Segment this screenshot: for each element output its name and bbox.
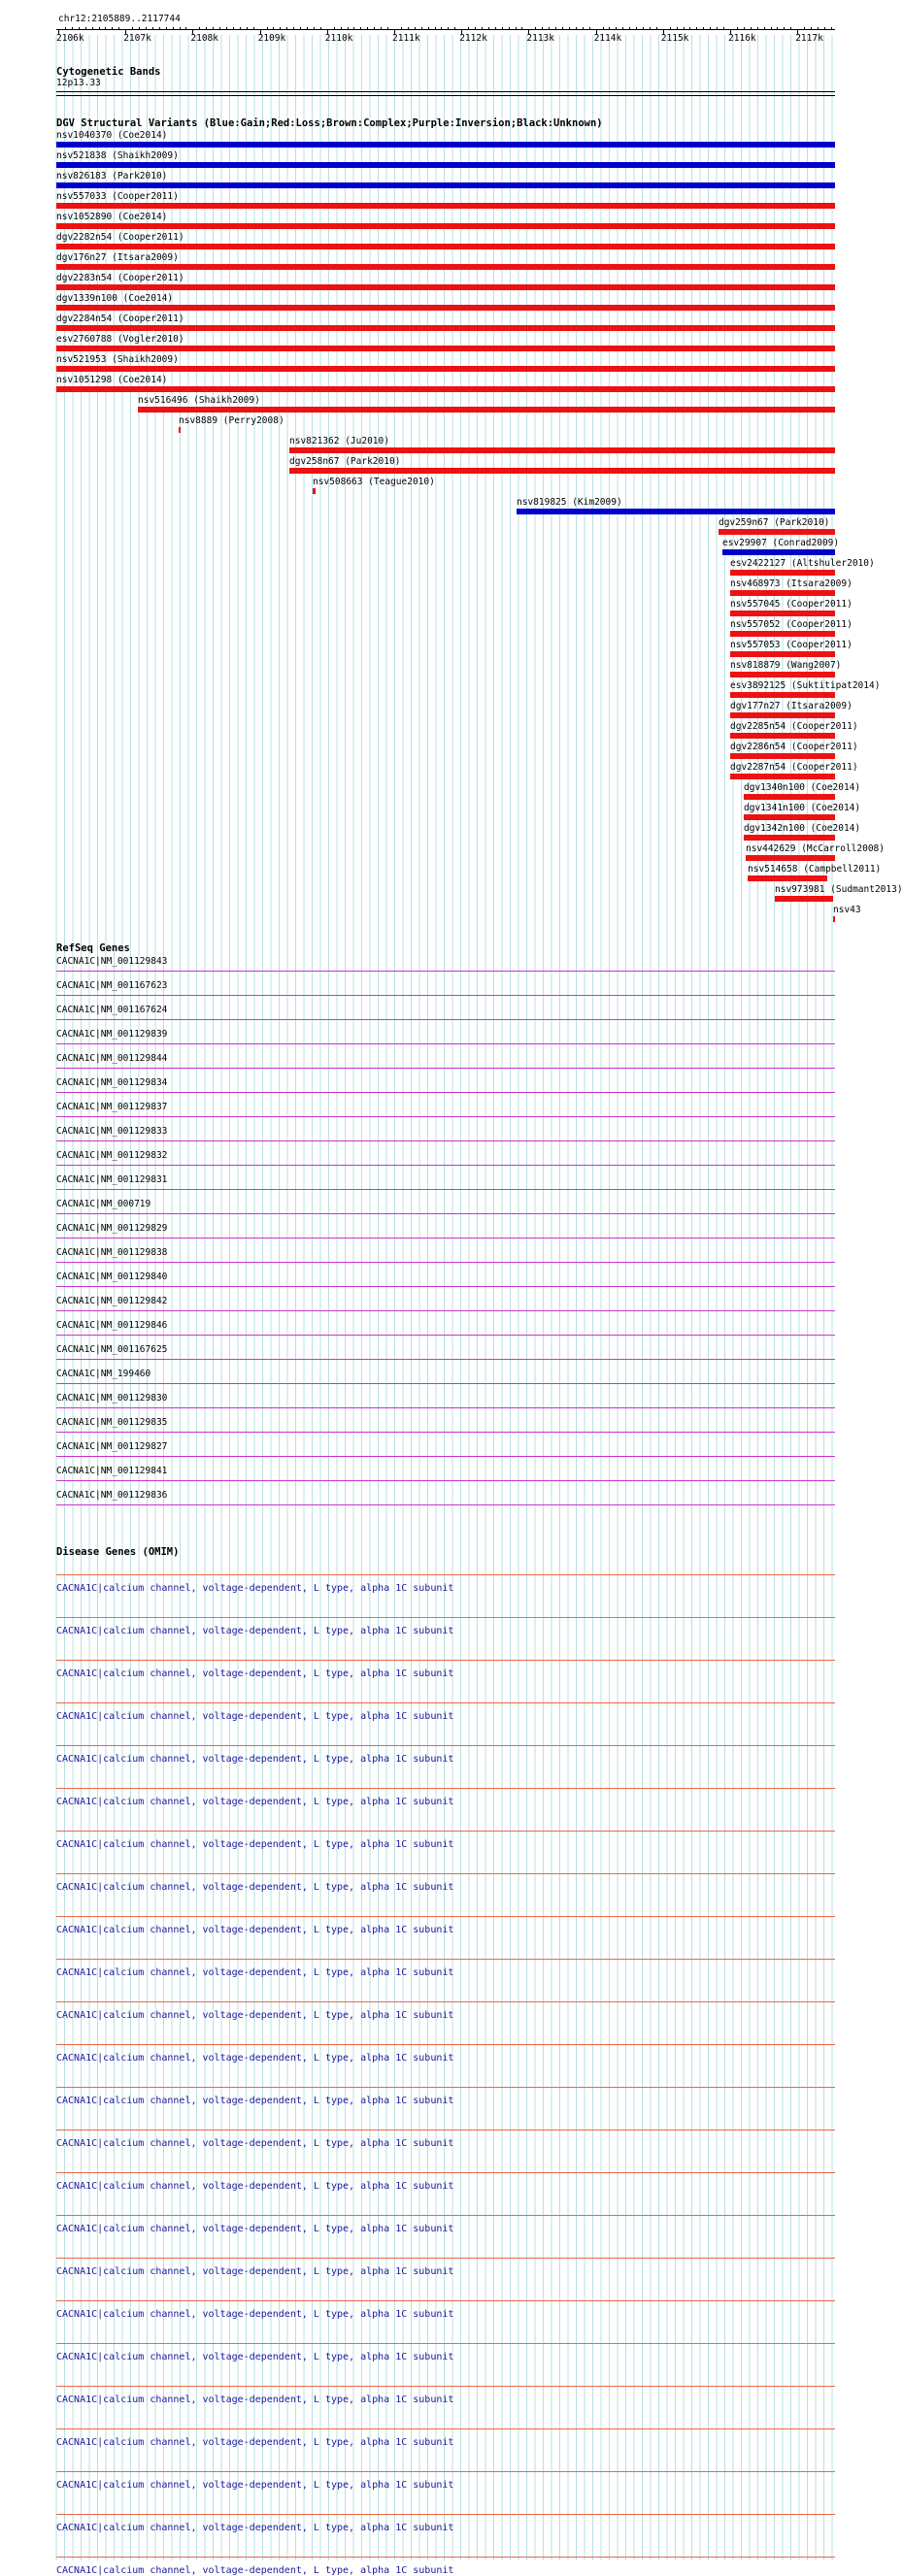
ruler-minor-tick <box>468 27 469 30</box>
ruler-minor-tick <box>421 27 422 30</box>
omim-header: Disease Genes (OMIM) <box>56 1546 180 1558</box>
sv-label[interactable]: dgv258n67 (Park2010) <box>289 456 401 467</box>
sv-label[interactable]: nsv43 <box>833 905 861 915</box>
refseq-gene-label[interactable]: CACNA1C|NM_001129837 <box>56 1102 168 1112</box>
sv-bar-loss[interactable] <box>746 855 835 861</box>
refseq-gene-label[interactable]: CACNA1C|NM_001129846 <box>56 1320 168 1331</box>
ruler-minor-tick <box>381 27 382 30</box>
ruler-tick-label: 2109k <box>257 33 286 44</box>
omim-gene-label[interactable]: CACNA1C|calcium channel, voltage-dependent, L type, alpha 1C subunit <box>56 2053 454 2064</box>
omim-gene-line[interactable] <box>56 1873 835 1874</box>
ruler-minor-tick <box>482 27 483 30</box>
refseq-gene-line[interactable] <box>56 1140 835 1141</box>
ruler-minor-tick <box>99 27 100 30</box>
omim-gene-label[interactable]: CACNA1C|calcium channel, voltage-dependent, L type, alpha 1C subunit <box>56 2181 454 2192</box>
ruler-minor-tick <box>79 27 80 30</box>
ruler-minor-tick <box>213 27 214 30</box>
ruler-minor-tick <box>562 27 563 30</box>
sv-label[interactable]: nsv521953 (Shaikh2009) <box>56 354 179 365</box>
sv-bar-gain[interactable] <box>722 549 835 555</box>
ruler-minor-tick <box>521 27 522 30</box>
omim-gene-label[interactable]: CACNA1C|calcium channel, voltage-dependent, L type, alpha 1C subunit <box>56 1925 454 1935</box>
refseq-gene-label[interactable]: CACNA1C|NM_001129829 <box>56 1223 168 1234</box>
refseq-gene-line[interactable] <box>56 1310 835 1311</box>
refseq-gene-line[interactable] <box>56 1456 835 1457</box>
omim-gene-label[interactable]: CACNA1C|calcium channel, voltage-dependent, L type, alpha 1C subunit <box>56 1967 454 1978</box>
sv-bar-loss[interactable] <box>56 284 835 290</box>
omim-gene-label[interactable]: CACNA1C|calcium channel, voltage-dependent, L type, alpha 1C subunit <box>56 1839 454 1850</box>
ruler-minor-tick <box>401 27 402 30</box>
ruler-tick-label: 2108k <box>190 33 218 44</box>
omim-gene-line[interactable] <box>56 1959 835 1960</box>
sv-label[interactable]: nsv973981 (Sudmant2013) <box>775 884 903 895</box>
omim-gene-line[interactable] <box>56 2087 835 2088</box>
ruler-minor-tick <box>495 27 496 30</box>
sv-bar-loss[interactable] <box>730 590 835 596</box>
omim-gene-line[interactable] <box>56 2044 835 2045</box>
ruler-minor-tick <box>549 27 550 30</box>
ruler-minor-tick <box>831 27 832 30</box>
omim-gene-label[interactable]: CACNA1C|calcium channel, voltage-dependent, L type, alpha 1C subunit <box>56 2224 454 2234</box>
ruler-minor-tick <box>314 27 315 30</box>
ruler-minor-tick <box>334 27 335 30</box>
sv-label[interactable]: nsv1040370 (Coe2014) <box>56 130 168 141</box>
ruler-minor-tick <box>757 27 758 30</box>
ruler-minor-tick <box>569 27 570 30</box>
omim-gene-line[interactable] <box>56 1660 835 1661</box>
cytoband-line-2 <box>56 95 835 96</box>
omim-gene-label[interactable]: CACNA1C|calcium channel, voltage-dependent, L type, alpha 1C subunit <box>56 1668 454 1679</box>
sv-bar-loss[interactable] <box>730 611 835 616</box>
sv-bar-loss[interactable] <box>56 264 835 270</box>
ruler-minor-tick <box>684 27 685 30</box>
omim-gene-label[interactable]: CACNA1C|calcium channel, voltage-dependent, L type, alpha 1C subunit <box>56 2096 454 2106</box>
ruler-minor-tick <box>818 27 819 30</box>
ruler-minor-tick <box>589 27 590 30</box>
refseq-gene-label[interactable]: CACNA1C|NM_001129841 <box>56 1466 168 1476</box>
sv-bar-loss[interactable] <box>730 570 835 576</box>
sv-label[interactable]: dgv1341n100 (Coe2014) <box>744 803 861 813</box>
ruler-tick-label: 2115k <box>660 33 689 44</box>
ruler-minor-tick <box>428 27 429 30</box>
refseq-gene-label[interactable]: CACNA1C|NM_001129842 <box>56 1296 168 1306</box>
sv-bar-loss[interactable] <box>730 712 835 718</box>
sv-bar-gain[interactable] <box>56 182 835 188</box>
ruler-minor-tick <box>360 27 361 30</box>
ruler-minor-tick <box>247 27 248 30</box>
sv-label[interactable]: nsv819825 (Kim2009) <box>517 497 622 508</box>
ruler-minor-tick <box>300 27 301 30</box>
sv-label[interactable]: dgv176n27 (Itsara2009) <box>56 252 179 263</box>
ruler-minor-tick <box>703 27 704 30</box>
ruler-minor-tick <box>146 27 147 30</box>
ruler-minor-tick <box>219 27 220 30</box>
sv-label[interactable]: dgv2287n54 (Cooper2011) <box>730 762 858 773</box>
sv-label[interactable]: dgv1339n100 (Coe2014) <box>56 293 174 304</box>
sv-label[interactable]: nsv1051298 (Coe2014) <box>56 375 168 385</box>
refseq-gene-label[interactable]: CACNA1C|NM_001167623 <box>56 980 168 991</box>
refseq-gene-line[interactable] <box>56 1189 835 1190</box>
ruler-minor-tick <box>744 27 745 30</box>
refseq-gene-label[interactable]: CACNA1C|NM_001129827 <box>56 1441 168 1452</box>
ruler-minor-tick <box>751 27 752 30</box>
ruler-minor-tick <box>180 27 181 30</box>
sv-bar-loss[interactable] <box>748 875 827 881</box>
ruler-minor-tick <box>771 27 772 30</box>
refseq-gene-label[interactable]: CACNA1C|NM_001129836 <box>56 1490 168 1501</box>
ruler-minor-tick <box>710 27 711 30</box>
sv-label[interactable]: nsv826183 (Park2010) <box>56 171 168 182</box>
ruler-minor-tick <box>65 27 66 30</box>
ruler-tick-label: 2107k <box>123 33 151 44</box>
ruler-minor-tick <box>353 27 354 30</box>
sv-bar-loss[interactable] <box>138 407 835 413</box>
refseq-gene-line[interactable] <box>56 995 835 996</box>
ruler-minor-tick <box>629 27 630 30</box>
sv-bar-gain[interactable] <box>56 162 835 168</box>
ruler-minor-tick <box>516 27 517 30</box>
ruler-minor-tick <box>387 27 388 30</box>
omim-gene-line[interactable] <box>56 1574 835 1575</box>
ruler-minor-tick <box>72 27 73 30</box>
refseq-gene-line[interactable] <box>56 1407 835 1408</box>
ruler-minor-tick <box>341 27 342 30</box>
ruler-minor-tick <box>367 27 368 30</box>
sv-label[interactable]: nsv508663 (Teague2010) <box>313 477 435 487</box>
sv-bar-loss[interactable] <box>730 733 835 739</box>
sv-label[interactable]: dgv2282n54 (Cooper2011) <box>56 232 184 243</box>
ruler-minor-tick <box>206 27 207 30</box>
omim-gene-label[interactable]: CACNA1C|calcium channel, voltage-dependent, L type, alpha 1C subunit <box>56 1583 454 1594</box>
sv-bar-loss[interactable] <box>289 468 835 474</box>
omim-gene-line[interactable] <box>56 2514 835 2515</box>
ruler-minor-tick <box>374 27 375 30</box>
ruler-minor-tick <box>583 27 584 30</box>
sv-label[interactable]: nsv557053 (Cooper2011) <box>730 640 853 650</box>
refseq-gene-line[interactable] <box>56 1432 835 1433</box>
ruler-minor-tick <box>603 27 604 30</box>
omim-gene-label[interactable]: CACNA1C|calcium channel, voltage-dependent, L type, alpha 1C subunit <box>56 2352 454 2362</box>
omim-gene-line[interactable] <box>56 1617 835 1618</box>
refseq-gene-line[interactable] <box>56 1286 835 1287</box>
sv-label[interactable]: nsv821362 (Ju2010) <box>289 436 389 446</box>
ruler-tick-label: 2110k <box>324 33 353 44</box>
refseq-gene-line[interactable] <box>56 1262 835 1263</box>
ruler-minor-tick <box>152 27 153 30</box>
ruler-minor-tick <box>320 27 321 30</box>
refseq-gene-label[interactable]: CACNA1C|NM_001129834 <box>56 1077 168 1088</box>
omim-gene-line[interactable] <box>56 2471 835 2472</box>
ruler-minor-tick <box>286 27 287 30</box>
ruler-minor-tick <box>273 27 274 30</box>
ruler-minor-tick <box>542 27 543 30</box>
sv-bar-loss[interactable] <box>730 631 835 637</box>
sv-label[interactable]: nsv1052890 (Coe2014) <box>56 212 168 222</box>
ruler-minor-tick <box>804 27 805 30</box>
sv-label[interactable]: nsv514658 (Campbell2011) <box>748 864 882 875</box>
ruler-minor-tick <box>689 27 690 30</box>
ruler-minor-tick <box>777 27 778 30</box>
sv-label[interactable]: nsv468973 (Itsara2009) <box>730 578 853 589</box>
sv-bar-loss[interactable] <box>179 427 181 433</box>
omim-gene-label[interactable]: CACNA1C|calcium channel, voltage-dependent, L type, alpha 1C subunit <box>56 2437 454 2448</box>
omim-gene-line[interactable] <box>56 1916 835 1917</box>
ruler-minor-tick <box>650 27 651 30</box>
sv-bar-loss[interactable] <box>719 529 835 535</box>
omim-gene-label[interactable]: CACNA1C|calcium channel, voltage-dependent, L type, alpha 1C subunit <box>56 2394 454 2405</box>
sv-bar-loss[interactable] <box>56 325 835 331</box>
ruler-minor-tick <box>159 27 160 30</box>
ruler-minor-tick <box>509 27 510 30</box>
sv-bar-loss[interactable] <box>833 916 835 922</box>
sv-bar-loss[interactable] <box>730 672 835 677</box>
ruler-tick-label: 2116k <box>728 33 756 44</box>
refseq-gene-label[interactable]: CACNA1C|NM_001129832 <box>56 1150 168 1161</box>
sv-bar-loss[interactable] <box>730 753 835 759</box>
sv-label[interactable]: esv2422127 (Altshuler2010) <box>730 558 875 569</box>
ruler-minor-tick <box>240 27 241 30</box>
ruler-minor-tick <box>670 27 671 30</box>
sv-bar-gain[interactable] <box>56 142 835 148</box>
ruler-tick-label: 2114k <box>593 33 622 44</box>
refseq-gene-label[interactable]: CACNA1C|NM_001129830 <box>56 1393 168 1404</box>
omim-gene-label[interactable]: CACNA1C|calcium channel, voltage-dependent, L type, alpha 1C subunit <box>56 2010 454 2021</box>
sv-label[interactable]: dgv1340n100 (Coe2014) <box>744 782 861 793</box>
cytoband-header: Cytogenetic Bands <box>56 66 161 78</box>
omim-gene-label[interactable]: CACNA1C|calcium channel, voltage-dependent, L type, alpha 1C subunit <box>56 2480 454 2491</box>
sv-bar-loss[interactable] <box>744 835 835 841</box>
refseq-gene-label[interactable]: CACNA1C|NM_001129843 <box>56 956 168 967</box>
refseq-gene-line[interactable] <box>56 1359 835 1360</box>
refseq-gene-label[interactable]: CACNA1C|NM_000719 <box>56 1199 151 1209</box>
ruler-minor-tick <box>441 27 442 30</box>
ruler-minor-tick <box>166 27 167 30</box>
sv-label[interactable]: nsv557033 (Cooper2011) <box>56 191 179 202</box>
omim-gene-line[interactable] <box>56 2386 835 2387</box>
omim-gene-line[interactable] <box>56 1702 835 1703</box>
sv-label[interactable]: nsv516496 (Shaikh2009) <box>138 395 260 406</box>
ruler-minor-tick <box>85 27 86 30</box>
sv-label[interactable]: esv29907 (Conrad2009) <box>722 538 840 548</box>
sv-bar-loss[interactable] <box>56 386 835 392</box>
ruler-minor-tick <box>502 27 503 30</box>
omim-gene-label[interactable]: CACNA1C|calcium channel, voltage-dependent, L type, alpha 1C subunit <box>56 2266 454 2277</box>
omim-gene-line[interactable] <box>56 1745 835 1746</box>
refseq-gene-line[interactable] <box>56 1213 835 1214</box>
omim-gene-label[interactable]: CACNA1C|calcium channel, voltage-dependent, L type, alpha 1C subunit <box>56 2138 454 2149</box>
ruler-minor-tick <box>435 27 436 30</box>
refseq-gene-line[interactable] <box>56 1335 835 1336</box>
ruler-minor-tick <box>307 27 308 30</box>
cytoband-line <box>56 91 835 92</box>
sv-label[interactable]: dgv2284n54 (Cooper2011) <box>56 314 184 324</box>
omim-gene-line[interactable] <box>56 2300 835 2301</box>
ruler-minor-tick <box>784 27 785 30</box>
ruler-minor-tick <box>723 27 724 30</box>
omim-gene-label[interactable]: CACNA1C|calcium channel, voltage-dependent, L type, alpha 1C subunit <box>56 2565 454 2576</box>
ruler-minor-tick <box>454 27 455 30</box>
ruler-minor-tick <box>609 27 610 30</box>
sv-label[interactable]: nsv8889 (Perry2008) <box>179 415 284 426</box>
ruler-minor-tick <box>656 27 657 30</box>
ruler-minor-tick <box>677 27 678 30</box>
ruler-minor-tick <box>408 27 409 30</box>
ruler-minor-tick <box>555 27 556 30</box>
omim-gene-line[interactable] <box>56 2215 835 2216</box>
omim-gene-line[interactable] <box>56 1831 835 1832</box>
refseq-gene-line[interactable] <box>56 1043 835 1044</box>
sv-label[interactable]: esv2760788 (Vogler2010) <box>56 334 184 345</box>
refseq-gene-line[interactable] <box>56 971 835 972</box>
ruler-minor-tick <box>199 27 200 30</box>
sv-label[interactable]: esv3892125 (Suktitipat2014) <box>730 680 881 691</box>
sv-label[interactable]: dgv177n27 (Itsara2009) <box>730 701 853 711</box>
omim-gene-label[interactable]: CACNA1C|calcium channel, voltage-dependent, L type, alpha 1C subunit <box>56 1626 454 1636</box>
omim-gene-line[interactable] <box>56 2343 835 2344</box>
sv-bar-loss[interactable] <box>313 488 316 494</box>
sv-bar-loss[interactable] <box>744 794 835 800</box>
ruler-minor-tick <box>348 27 349 30</box>
cytoband-label: 12p13.33 <box>56 78 101 88</box>
ruler-minor-tick <box>226 27 227 30</box>
omim-gene-label[interactable]: CACNA1C|calcium channel, voltage-dependent, L type, alpha 1C subunit <box>56 1882 454 1893</box>
ruler-minor-tick <box>233 27 234 30</box>
omim-gene-line[interactable] <box>56 2258 835 2259</box>
ruler-minor-tick <box>622 27 623 30</box>
refseq-gene-line[interactable] <box>56 1068 835 1069</box>
sv-label[interactable]: nsv521838 (Shaikh2009) <box>56 150 179 161</box>
refseq-gene-label[interactable]: CACNA1C|NM_001167624 <box>56 1005 168 1015</box>
omim-gene-line[interactable] <box>56 2557 835 2558</box>
refseq-gene-line[interactable] <box>56 1116 835 1117</box>
refseq-gene-label[interactable]: CACNA1C|NM_199460 <box>56 1369 151 1379</box>
ruler-minor-tick <box>616 27 617 30</box>
ruler-minor-tick <box>764 27 765 30</box>
refseq-header: RefSeq Genes <box>56 942 130 954</box>
refseq-gene-label[interactable]: CACNA1C|NM_001129835 <box>56 1417 168 1428</box>
refseq-gene-line[interactable] <box>56 1165 835 1166</box>
ruler-tick-label: 2106k <box>56 33 84 44</box>
omim-gene-label[interactable]: CACNA1C|calcium channel, voltage-dependent, L type, alpha 1C subunit <box>56 1711 454 1722</box>
refseq-gene-label[interactable]: CACNA1C|NM_001129833 <box>56 1126 168 1137</box>
sv-bar-loss[interactable] <box>56 346 835 351</box>
refseq-gene-label[interactable]: CACNA1C|NM_001129838 <box>56 1247 168 1258</box>
sv-label[interactable]: nsv557045 (Cooper2011) <box>730 599 853 610</box>
sv-bar-loss[interactable] <box>775 896 833 902</box>
sv-bar-loss[interactable] <box>730 774 835 779</box>
ruler-title: chr12:2105889..2117744 <box>58 14 181 24</box>
sv-bar-loss[interactable] <box>56 203 835 209</box>
refseq-gene-line[interactable] <box>56 1019 835 1020</box>
sv-label[interactable]: dgv2286n54 (Cooper2011) <box>730 742 858 752</box>
ruler-tick-label: 2117k <box>795 33 823 44</box>
refseq-gene-label[interactable]: CACNA1C|NM_001129839 <box>56 1029 168 1040</box>
ruler-tick-label: 2111k <box>392 33 420 44</box>
ruler-minor-tick <box>185 27 186 30</box>
refseq-gene-line[interactable] <box>56 1504 835 1505</box>
ruler-minor-tick <box>488 27 489 30</box>
ruler-minor-tick <box>811 27 812 30</box>
ruler-minor-tick <box>475 27 476 30</box>
sv-bar-loss[interactable] <box>289 447 835 453</box>
sv-label[interactable]: dgv2285n54 (Cooper2011) <box>730 721 858 732</box>
sv-label[interactable]: dgv1342n100 (Coe2014) <box>744 823 861 834</box>
omim-gene-label[interactable]: CACNA1C|calcium channel, voltage-dependent, L type, alpha 1C subunit <box>56 2523 454 2533</box>
refseq-gene-label[interactable]: CACNA1C|NM_001129831 <box>56 1174 168 1185</box>
ruler-minor-tick <box>280 27 281 30</box>
omim-gene-line[interactable] <box>56 1788 835 1789</box>
ruler-minor-tick <box>173 27 174 30</box>
ruler-minor-tick <box>118 27 119 30</box>
sv-bar-loss[interactable] <box>56 305 835 311</box>
ruler-minor-tick <box>824 27 825 30</box>
ruler-minor-tick <box>293 27 294 30</box>
sv-label[interactable]: nsv818879 (Wang2007) <box>730 660 842 671</box>
ruler-minor-tick <box>448 27 449 30</box>
refseq-gene-label[interactable]: CACNA1C|NM_001129844 <box>56 1053 168 1064</box>
ruler-minor-tick <box>790 27 791 30</box>
ruler-minor-tick <box>132 27 133 30</box>
ruler-minor-tick <box>576 27 577 30</box>
sv-bar-loss[interactable] <box>730 651 835 657</box>
omim-gene-line[interactable] <box>56 2428 835 2429</box>
ruler-minor-tick <box>643 27 644 30</box>
sv-bar-gain[interactable] <box>517 509 835 514</box>
sv-bar-loss[interactable] <box>56 223 835 229</box>
ruler-minor-tick <box>253 27 254 30</box>
ruler-minor-tick <box>535 27 536 30</box>
sv-bar-loss[interactable] <box>730 692 835 698</box>
sv-bar-loss[interactable] <box>56 244 835 249</box>
ruler-minor-tick <box>267 27 268 30</box>
sv-label[interactable]: dgv259n67 (Park2010) <box>719 517 830 528</box>
ruler-minor-tick <box>105 27 106 30</box>
sv-bar-loss[interactable] <box>56 366 835 372</box>
omim-gene-label[interactable]: CACNA1C|calcium channel, voltage-dependent, L type, alpha 1C subunit <box>56 2309 454 2320</box>
refseq-gene-label[interactable]: CACNA1C|NM_001167625 <box>56 1344 168 1355</box>
ruler-minor-tick <box>696 27 697 30</box>
ruler-tick-label: 2112k <box>459 33 487 44</box>
refseq-gene-label[interactable]: CACNA1C|NM_001129840 <box>56 1271 168 1282</box>
refseq-gene-line[interactable] <box>56 1480 835 1481</box>
ruler-minor-tick <box>737 27 738 30</box>
sv-label[interactable]: nsv557052 (Cooper2011) <box>730 619 853 630</box>
ruler-minor-tick <box>92 27 93 30</box>
omim-gene-label[interactable]: CACNA1C|calcium channel, voltage-dependent, L type, alpha 1C subunit <box>56 1797 454 1807</box>
sv-label[interactable]: nsv442629 (McCarroll2008) <box>746 843 885 854</box>
omim-gene-line[interactable] <box>56 2001 835 2002</box>
ruler-minor-tick <box>636 27 637 30</box>
refseq-gene-line[interactable] <box>56 1383 835 1384</box>
ruler-minor-tick <box>717 27 718 30</box>
ruler-minor-tick <box>112 27 113 30</box>
dgv-header: DGV Structural Variants (Blue:Gain;Red:Loss;Brown:Complex;Purple:Inversion;Black:Unknown) <box>56 117 603 129</box>
ruler-tick-label: 2113k <box>526 33 554 44</box>
ruler-minor-tick <box>139 27 140 30</box>
ruler-minor-tick <box>415 27 416 30</box>
omim-gene-line[interactable] <box>56 2172 835 2173</box>
sv-label[interactable]: dgv2283n54 (Cooper2011) <box>56 273 184 283</box>
refseq-gene-line[interactable] <box>56 1092 835 1093</box>
sv-bar-loss[interactable] <box>744 814 835 820</box>
omim-gene-label[interactable]: CACNA1C|calcium channel, voltage-dependent, L type, alpha 1C subunit <box>56 1754 454 1765</box>
